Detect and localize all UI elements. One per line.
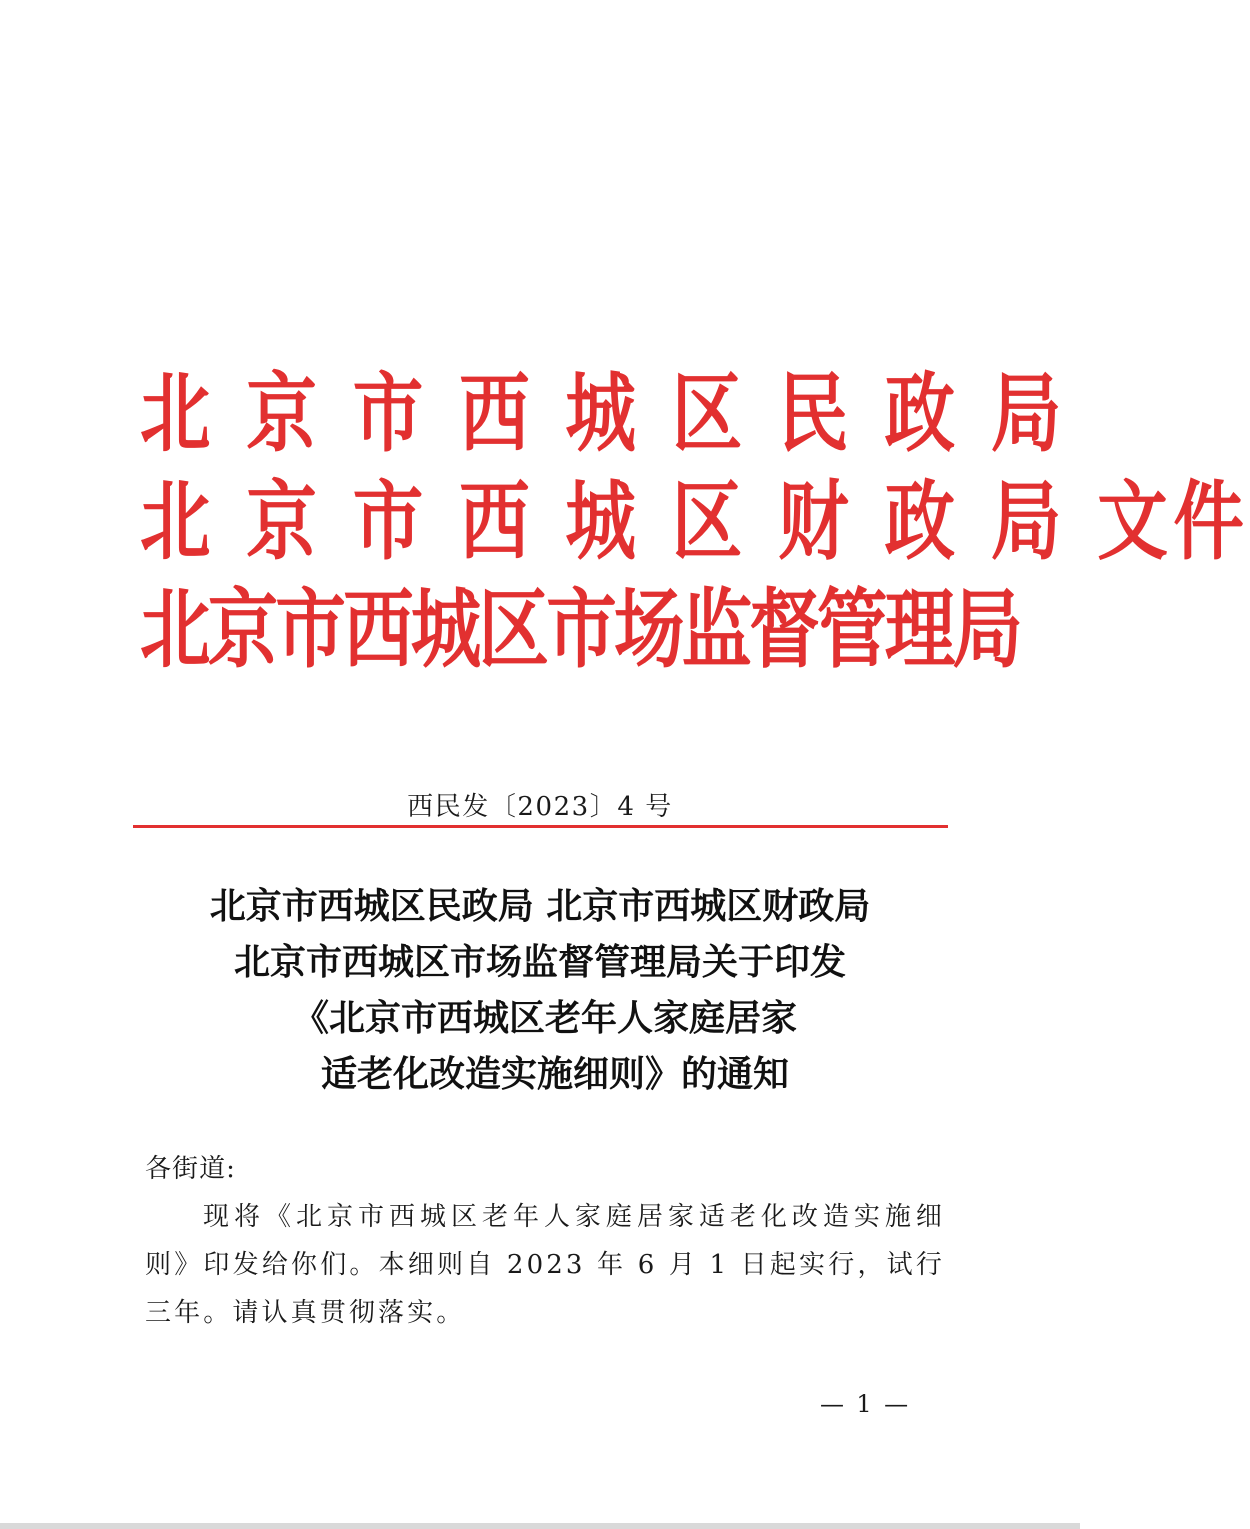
page-number: — 1 — (820, 1390, 911, 1418)
masthead-line-finance: 北 京 市 西 城 区 财 政 局 文件 (140, 472, 1250, 572)
document-number: 西民发〔2023〕4 号 (407, 792, 673, 822)
masthead-line-civil-affairs: 北 京 市 西 城 区 民 政 局 (140, 364, 1067, 464)
title-line-3: 《北京市西城区老年人家庭居家 (292, 997, 797, 1039)
document-title (0, 878, 1080, 1102)
masthead (140, 360, 1250, 684)
title-line-1: 北京市西城区民政局 北京市西城区财政局 (209, 885, 871, 927)
bottom-bar (0, 1523, 1080, 1529)
red-divider-line (133, 825, 948, 828)
title-line-4: 适老化改造实施细则》的通知 (320, 1053, 789, 1095)
masthead-line-market-supervision: 北京市西城区市场监督管理局 (140, 580, 1021, 680)
title-line-2: 北京市西城区市场监督管理局关于印发 (233, 941, 846, 983)
body-paragraph: 现将《北京市西城区老年人家庭居家适老化改造实施细则》印发给你们。本细则自 2023 年 6 月 1 日起实行，试行三年。请认真贯彻落实。 (145, 1202, 945, 1328)
salutation: 各街道: (145, 1154, 236, 1184)
